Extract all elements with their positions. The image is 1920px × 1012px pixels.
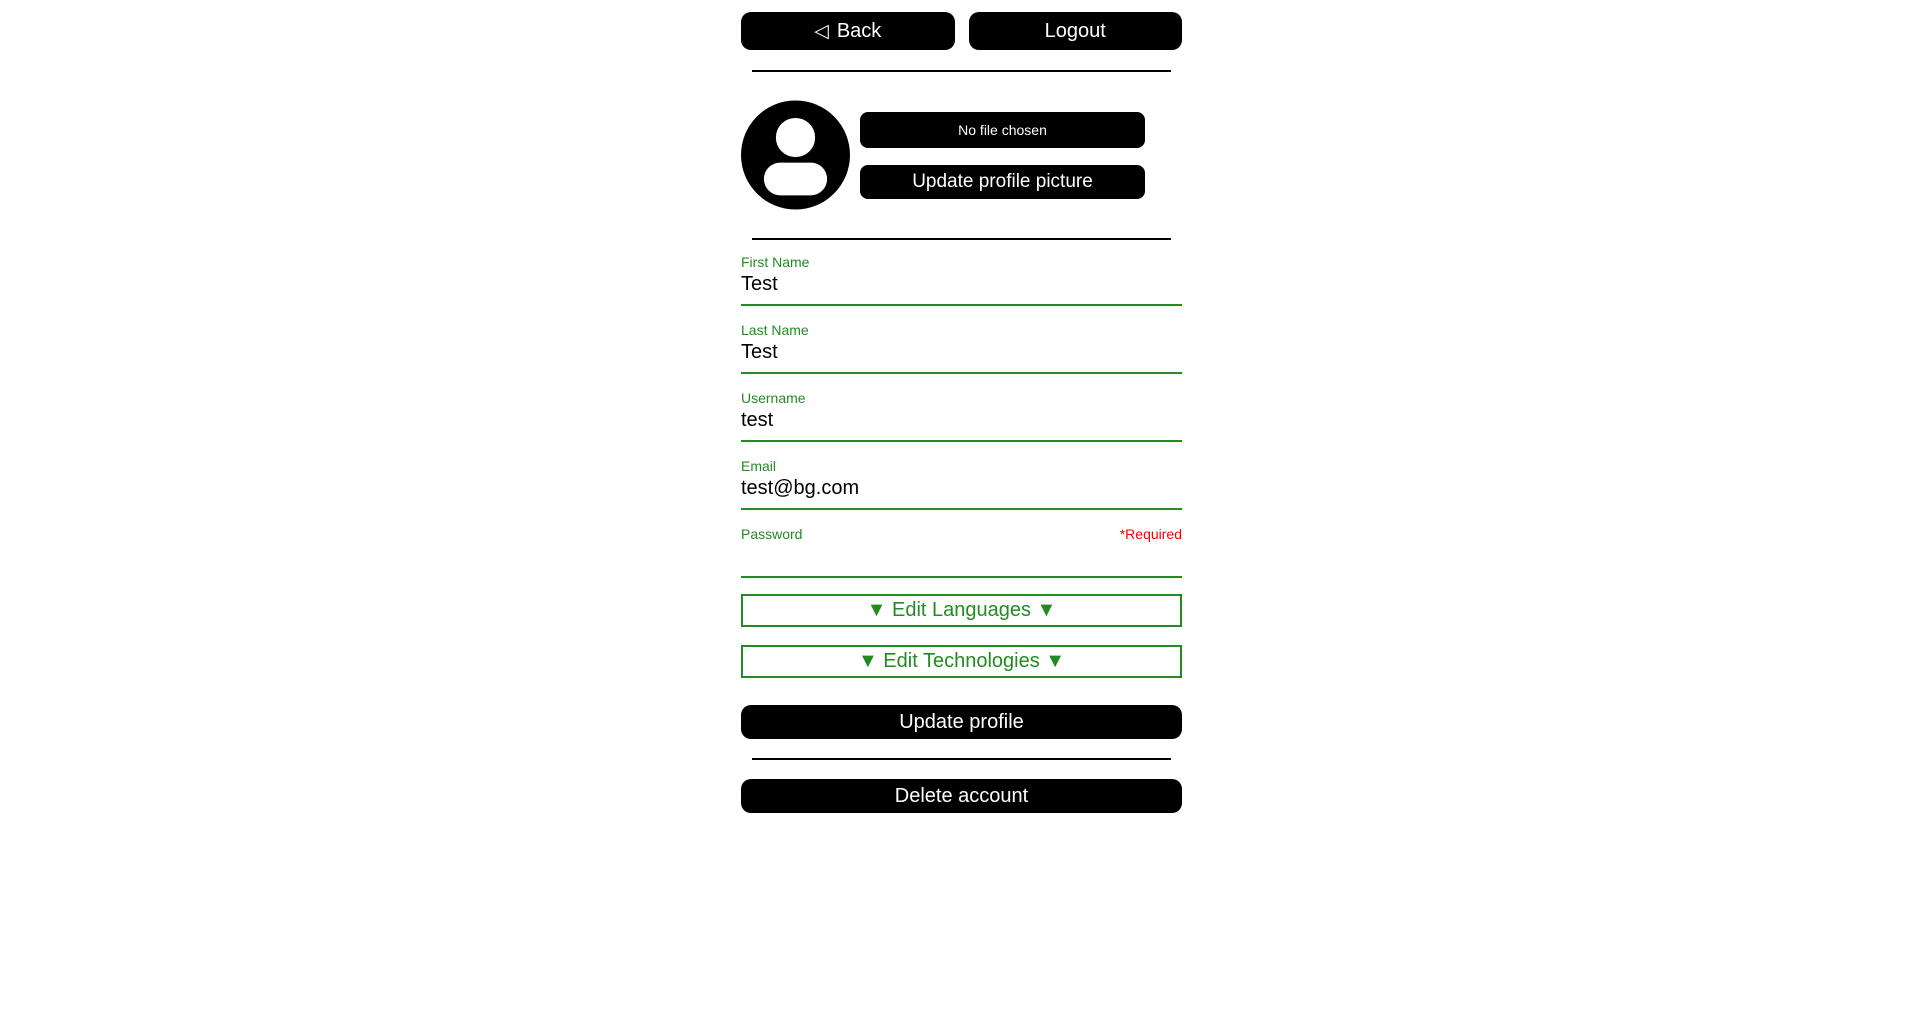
divider bbox=[752, 238, 1171, 240]
profile-picture-section bbox=[741, 100, 1182, 210]
back-button-label: Back bbox=[836, 19, 882, 42]
back-button[interactable] bbox=[741, 12, 955, 50]
first-name-input[interactable]: Test bbox=[741, 273, 778, 295]
field-email bbox=[741, 458, 1182, 510]
last-name-label: Last Name bbox=[741, 322, 809, 338]
edit-languages-button[interactable]: ▼ Edit Languages ▼ bbox=[741, 594, 1182, 627]
file-input-status: No file chosen bbox=[958, 121, 1047, 138]
divider bbox=[752, 70, 1171, 72]
header bbox=[741, 12, 1182, 50]
update-picture-label: Update profile picture bbox=[912, 170, 1093, 192]
person-circle-icon bbox=[741, 100, 850, 210]
profile-page bbox=[741, 0, 1182, 813]
logout-button[interactable] bbox=[969, 12, 1183, 50]
username-label: Username bbox=[741, 390, 806, 406]
field-first-name bbox=[741, 254, 1182, 306]
picture-upload-controls bbox=[860, 112, 1145, 199]
back-arrow-icon: ◁ bbox=[814, 20, 829, 42]
required-note: *Required bbox=[1119, 526, 1182, 542]
field-last-name bbox=[741, 322, 1182, 374]
delete-account-label: Delete account bbox=[894, 784, 1029, 807]
update-picture-button[interactable] bbox=[860, 165, 1145, 199]
edit-technologies-button[interactable]: ▼ Edit Technologies ▼ bbox=[741, 645, 1182, 678]
update-profile-button[interactable] bbox=[741, 705, 1182, 739]
field-password bbox=[741, 526, 1182, 578]
email-label: Email bbox=[741, 458, 777, 474]
password-label: Password bbox=[741, 526, 803, 542]
first-name-label: First Name bbox=[741, 254, 810, 270]
avatar bbox=[741, 100, 850, 210]
file-input-button[interactable] bbox=[860, 112, 1145, 148]
password-input[interactable] bbox=[741, 543, 1182, 570]
logout-button-label: Logout bbox=[1044, 19, 1106, 42]
divider bbox=[752, 758, 1171, 760]
profile-form bbox=[741, 254, 1182, 813]
username-input[interactable]: test bbox=[741, 409, 774, 431]
field-username bbox=[741, 390, 1182, 442]
email-input[interactable]: test@bg.com bbox=[741, 477, 860, 499]
last-name-input[interactable]: Test bbox=[741, 341, 778, 363]
password-label-row bbox=[741, 526, 1182, 543]
update-profile-label: Update profile bbox=[899, 710, 1024, 733]
delete-account-button[interactable] bbox=[741, 779, 1182, 813]
